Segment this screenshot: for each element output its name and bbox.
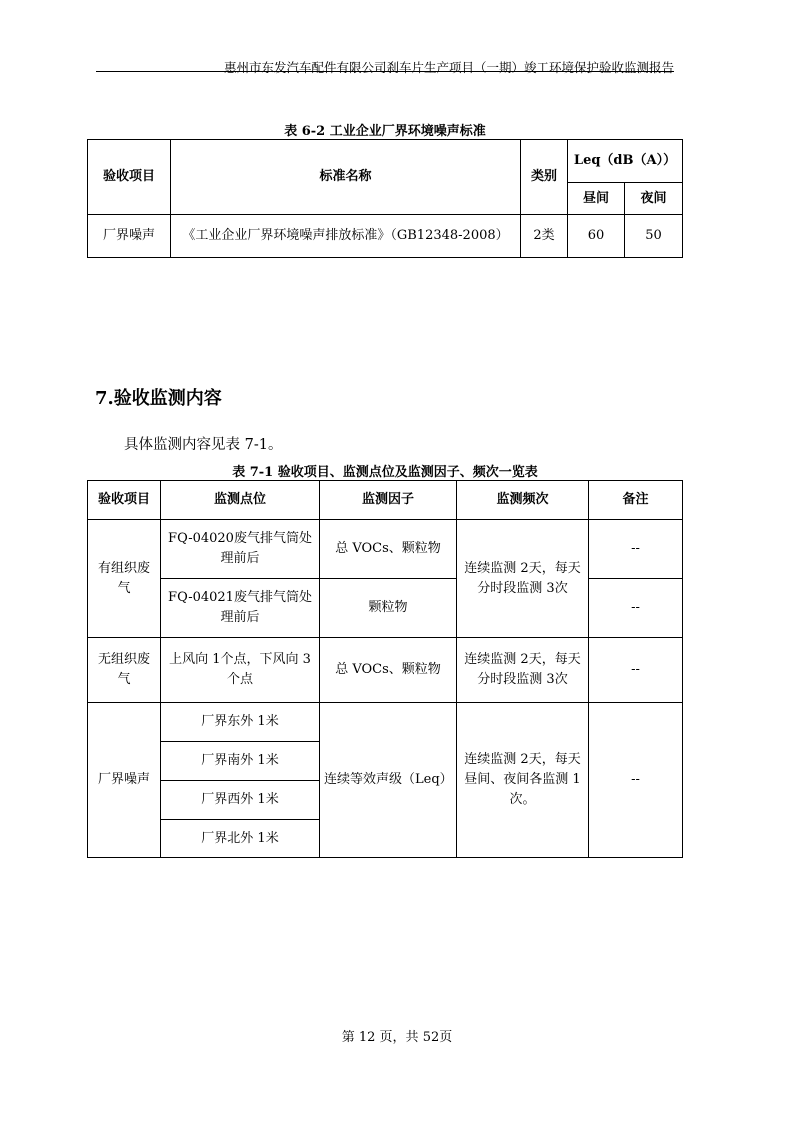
t71-header-item: 验收项目 — [88, 481, 161, 520]
unorganized-factor: 总 VOCs、颗粒物 — [320, 638, 457, 703]
organized-gas-item: 有组织废气 — [88, 520, 161, 638]
t62-row-standard: 《工业企业厂界环境噪声排放标准》（GB12348-2008） — [171, 215, 521, 258]
noise-point-north: 厂界北外 1米 — [161, 820, 320, 858]
unorganized-point: 上风向 1个点，下风向 3个点 — [161, 638, 320, 703]
noise-item: 厂界噪声 — [88, 703, 161, 858]
table-7-1-caption: 表 7-1 验收项目、监测点位及监测因子、频次一览表 — [232, 465, 538, 480]
t71-header-frequency: 监测频次 — [457, 481, 589, 520]
noise-note: -- — [589, 703, 683, 858]
t62-header-day: 昼间 — [568, 183, 625, 215]
t62-row-day: 60 — [568, 215, 625, 258]
organized-note-1: -- — [589, 520, 683, 579]
table-6-2-caption: 表 6-2 工业企业厂界环境噪声标准 — [284, 124, 486, 139]
noise-point-east: 厂界东外 1米 — [161, 703, 320, 742]
t62-header-item: 验收项目 — [88, 140, 171, 215]
page-footer: 第 12 页，共 52页 — [341, 1030, 453, 1045]
unorganized-frequency: 连续监测 2天，每天分时段监测 3次 — [457, 638, 589, 703]
t62-header-class: 类别 — [521, 140, 568, 215]
organized-point-2: FQ-04021废气排气筒处理前后 — [161, 579, 320, 638]
table-7-1 — [87, 480, 683, 858]
table-6-2 — [87, 139, 683, 258]
organized-frequency: 连续监测 2天，每天分时段监测 3次 — [457, 520, 589, 638]
t71-header-point: 监测点位 — [161, 481, 320, 520]
organized-factor-1: 总 VOCs、颗粒物 — [320, 520, 457, 579]
t62-header-night: 夜间 — [625, 183, 683, 215]
t62-header-standard: 标准名称 — [171, 140, 521, 215]
t62-header-leq: Leq（dB（A）） — [568, 140, 683, 183]
running-header: 惠州市东发汽车配件有限公司刹车片生产项目（一期）竣工环境保护验收监测报告 — [223, 60, 674, 75]
header-rule — [96, 71, 674, 72]
section-text: 具体监测内容见表 7-1。 — [124, 437, 283, 453]
noise-factor: 连续等效声级（Leq） — [320, 703, 457, 858]
noise-frequency: 连续监测 2天，每天昼间、夜间各监测 1次。 — [457, 703, 589, 858]
organized-note-2: -- — [589, 579, 683, 638]
organized-factor-2: 颗粒物 — [320, 579, 457, 638]
t62-row-item: 厂界噪声 — [88, 215, 171, 258]
noise-point-west: 厂界西外 1米 — [161, 781, 320, 820]
unorganized-gas-item: 无组织废气 — [88, 638, 161, 703]
t71-header-factor: 监测因子 — [320, 481, 457, 520]
noise-point-south: 厂界南外 1米 — [161, 742, 320, 781]
t71-header-note: 备注 — [589, 481, 683, 520]
t62-row-class: 2类 — [521, 215, 568, 258]
organized-point-1: FQ-04020废气排气筒处理前后 — [161, 520, 320, 579]
section-title: 7.验收监测内容 — [95, 388, 222, 409]
t62-row-night: 50 — [625, 215, 683, 258]
unorganized-note: -- — [589, 638, 683, 703]
